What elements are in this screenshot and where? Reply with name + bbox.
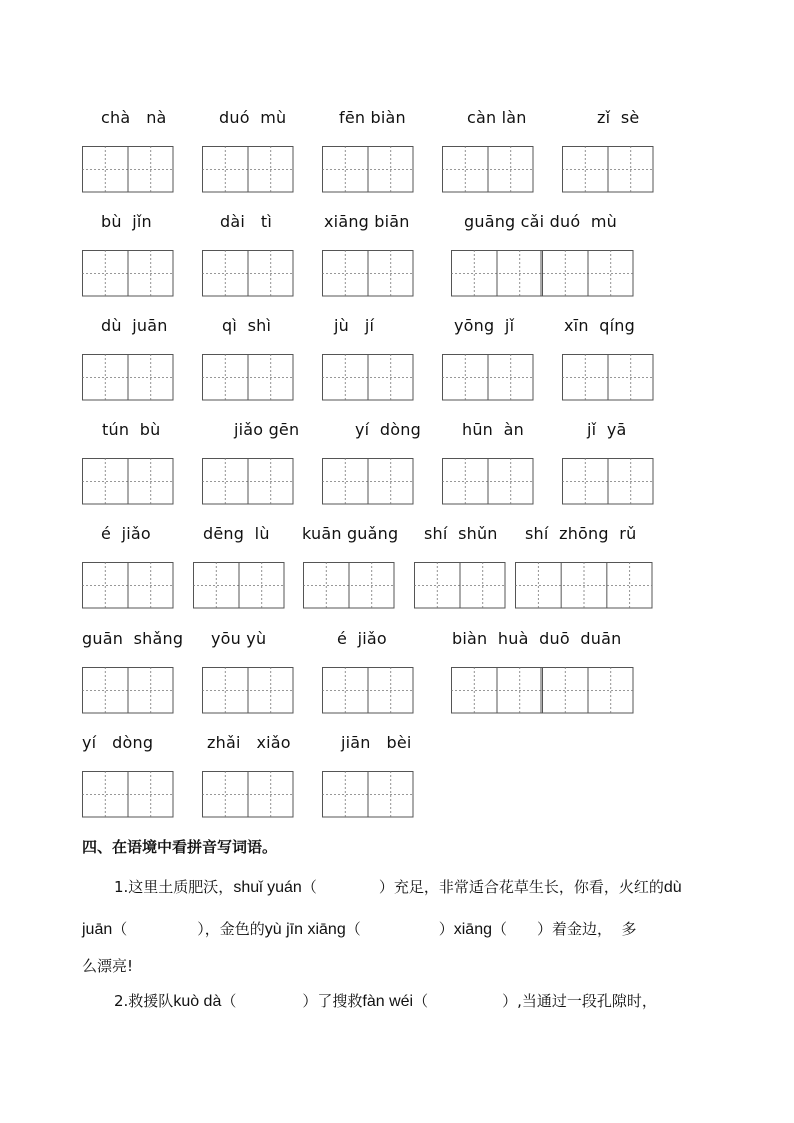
- writing-grid[interactable]: [202, 146, 293, 192]
- writing-grid[interactable]: [202, 667, 293, 713]
- pinyin-label: zhǎi xiǎo: [207, 733, 291, 752]
- writing-grid[interactable]: [82, 146, 173, 192]
- text-segment: 1.这里土质肥沃，: [114, 878, 234, 896]
- text-segment: 2.救援队: [114, 992, 174, 1010]
- pinyin-label: é jiǎo: [101, 524, 151, 543]
- pinyin-label: guān shǎng: [82, 629, 184, 648]
- writing-grid[interactable]: [202, 771, 293, 817]
- exercise-line-4: [114, 991, 657, 1012]
- pinyin-label: yōu yù: [211, 629, 267, 648]
- writing-grid[interactable]: [322, 354, 413, 400]
- writing-grid[interactable]: [82, 667, 173, 713]
- writing-grid[interactable]: [82, 354, 173, 400]
- writing-grid[interactable]: [322, 146, 413, 192]
- writing-grid[interactable]: [202, 250, 293, 296]
- writing-grid[interactable]: [562, 146, 653, 192]
- writing-grid[interactable]: [442, 354, 533, 400]
- pinyin-segment: xiāng: [453, 921, 492, 938]
- text-segment: ）充足，非常适合花草生长，你看，火红的: [378, 878, 664, 896]
- text-segment: （: [492, 920, 508, 938]
- pinyin-label: zǐ sè: [597, 108, 640, 127]
- pinyin-label: hūn àn: [462, 420, 524, 439]
- writing-grid[interactable]: [202, 354, 293, 400]
- text-segment: ）着金边， 多: [537, 920, 637, 938]
- text-segment: （: [345, 920, 361, 938]
- text-segment: ）了搜救: [302, 992, 363, 1010]
- writing-grid[interactable]: [414, 562, 505, 608]
- pinyin-label: xiāng biān: [324, 212, 410, 231]
- pinyin-segment: kuò dà: [173, 993, 222, 1010]
- section-heading: 四、在语境中看拼音写词语。: [82, 838, 278, 856]
- writing-grid[interactable]: [562, 354, 653, 400]
- writing-grid[interactable]: [193, 562, 284, 608]
- text-segment: ），金色的: [197, 920, 265, 938]
- writing-grid[interactable]: [451, 250, 633, 296]
- pinyin-label: yí dòng: [82, 733, 154, 752]
- pinyin-label: xīn qíng: [564, 316, 635, 335]
- text-segment: ）,当通过一段孔隙时，: [502, 992, 657, 1010]
- pinyin-label: jiǎo gēn: [234, 420, 300, 439]
- pinyin-label: tún bù: [102, 420, 161, 439]
- pinyin-segment: juān: [82, 921, 113, 938]
- writing-grid[interactable]: [82, 458, 173, 504]
- writing-grid[interactable]: [322, 771, 413, 817]
- writing-grid[interactable]: [515, 562, 652, 608]
- exercise-line-2: [82, 919, 637, 940]
- writing-grid[interactable]: [82, 771, 173, 817]
- writing-grid[interactable]: [82, 250, 173, 296]
- pinyin-label: dēng lù: [203, 524, 270, 543]
- pinyin-label: dù juān: [101, 316, 168, 335]
- writing-grid[interactable]: [451, 667, 633, 713]
- pinyin-label: yōng jǐ: [454, 316, 515, 335]
- pinyin-label: càn làn: [467, 108, 527, 127]
- pinyin-label: duó mù: [219, 108, 287, 127]
- writing-grid[interactable]: [303, 562, 394, 608]
- pinyin-label: yí dòng: [355, 420, 421, 439]
- pinyin-label: qì shì: [222, 316, 272, 335]
- pinyin-label: kuān guǎng: [302, 524, 399, 543]
- writing-grid[interactable]: [322, 667, 413, 713]
- writing-grid[interactable]: [562, 458, 653, 504]
- pinyin-label: shí shǔn: [424, 524, 498, 543]
- pinyin-label: fēn biàn: [339, 108, 406, 127]
- writing-grid[interactable]: [82, 562, 173, 608]
- pinyin-segment: dù: [663, 879, 682, 896]
- exercise-line-3: 么漂亮!: [82, 957, 134, 975]
- pinyin-label: biàn huà duō duān: [452, 629, 622, 648]
- writing-grid[interactable]: [322, 250, 413, 296]
- writing-grid[interactable]: [442, 458, 533, 504]
- writing-grid[interactable]: [442, 146, 533, 192]
- pinyin-label: jǐ yā: [587, 420, 627, 439]
- pinyin-label: guāng cǎi duó mù: [464, 212, 618, 231]
- writing-grid[interactable]: [202, 458, 293, 504]
- text-segment: （: [112, 920, 128, 938]
- pinyin-label: bù jǐn: [101, 212, 152, 231]
- pinyin-label: é jiǎo: [337, 629, 387, 648]
- pinyin-label: jiān bèi: [341, 733, 412, 752]
- text-segment: （: [413, 992, 429, 1010]
- pinyin-label: chà nà: [101, 108, 167, 127]
- pinyin-segment: yù jīn xiāng: [264, 921, 346, 938]
- pinyin-segment: fàn wéi: [362, 993, 414, 1010]
- text-segment: （: [301, 878, 317, 896]
- pinyin-label: dài tì: [220, 212, 272, 231]
- text-segment: ）: [438, 920, 454, 938]
- pinyin-label: shí zhōng rǔ: [525, 524, 637, 543]
- writing-grid[interactable]: [322, 458, 413, 504]
- text-segment: （: [221, 992, 237, 1010]
- pinyin-label: jù jí: [334, 316, 375, 335]
- exercise-line-1: [114, 877, 682, 898]
- pinyin-segment: shuǐ yuán: [233, 879, 302, 896]
